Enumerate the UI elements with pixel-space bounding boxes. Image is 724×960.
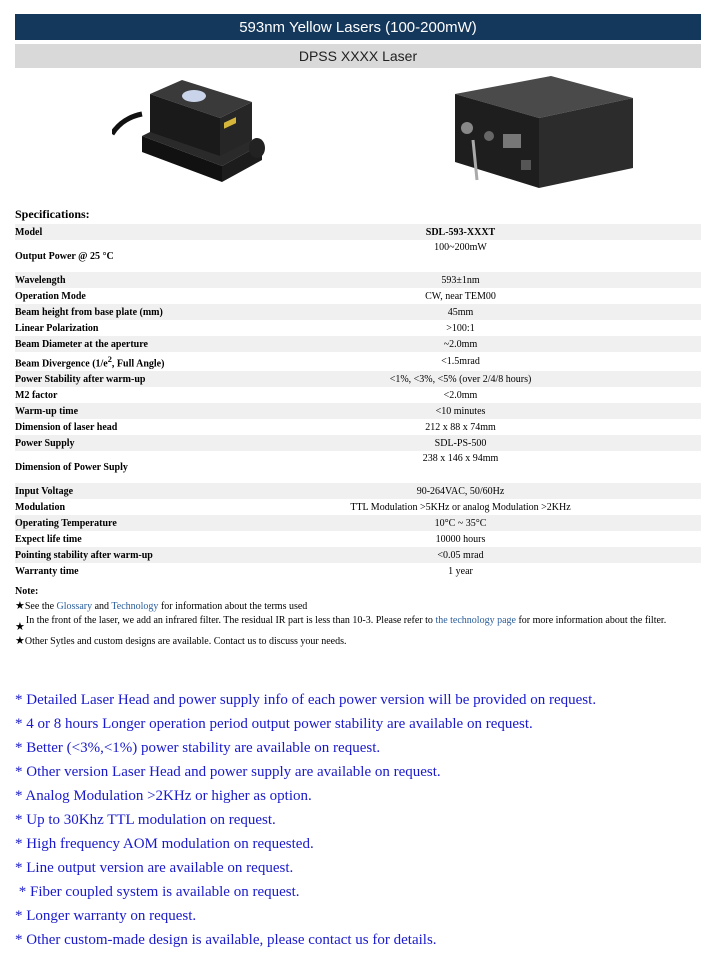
- spec-value: 593±1nm: [441, 274, 480, 286]
- spec-value: 1 year: [448, 565, 473, 577]
- list-item: * Detailed Laser Head and power supply info of each power version will be provided on request.: [15, 692, 597, 708]
- spec-label-suffix: , Full Angle): [111, 358, 165, 370]
- list-item: * Other custom-made design is available, please contact us for details.: [15, 932, 437, 948]
- spec-value: <1%, <3%, <5% (over 2/4/8 hours): [389, 373, 532, 385]
- spec-label: Warm-up time: [15, 405, 79, 417]
- table-row: [15, 336, 701, 352]
- laser-head-image: [112, 74, 272, 192]
- note-text: See the: [24, 601, 57, 612]
- technology-link[interactable]: Technology: [111, 601, 159, 612]
- spec-value: 212 x 88 x 74mm: [425, 421, 496, 433]
- spec-label: M2 factor: [15, 389, 58, 401]
- glossary-link[interactable]: Glossary: [56, 601, 93, 612]
- table-row: [15, 451, 701, 483]
- table-row: [15, 499, 701, 515]
- note-text: Other Sytles and custom designs are available. Contact us to discuss your needs.: [24, 636, 347, 647]
- table-row: [15, 515, 701, 531]
- spec-value: ~2.0mm: [443, 338, 478, 350]
- spec-label: Operating Temperature: [15, 517, 117, 529]
- list-item: * Other version Laser Head and power supply are available on request.: [15, 764, 441, 780]
- spec-value: 90-264VAC, 50/60Hz: [416, 485, 505, 497]
- spec-label: Power Supply: [15, 437, 75, 449]
- spec-value: >100:1: [446, 322, 475, 334]
- spec-label: Pointing stability after warm-up: [15, 549, 153, 561]
- star-icon: ★: [15, 600, 25, 612]
- spec-label: Dimension of Power Suply: [15, 461, 128, 473]
- table-row: [15, 240, 701, 272]
- list-item: * Analog Modulation >2KHz or higher as option.: [15, 788, 312, 804]
- spec-value: CW, near TEM00: [425, 290, 496, 302]
- notes-section: [15, 585, 701, 649]
- spec-value: <1.5mrad: [441, 356, 480, 368]
- spec-label: Output Power @ 25 °C: [15, 250, 114, 262]
- power-supply-image: [443, 76, 637, 192]
- note-item: [15, 634, 701, 649]
- spec-value: <0.05 mrad: [437, 549, 484, 561]
- note-text: for information about the terms used: [158, 601, 308, 612]
- spec-label: Linear Polarization: [15, 322, 99, 334]
- spec-value: 10°C ~ 35°C: [434, 517, 487, 529]
- list-item: * High frequency AOM modulation on requested.: [15, 836, 314, 852]
- spec-value: SDL-593-XXXT: [425, 226, 496, 238]
- table-row: [15, 352, 701, 371]
- list-item: * Line output version are available on request.: [15, 860, 294, 876]
- spec-label: Operation Mode: [15, 290, 86, 302]
- spec-label: Beam height from base plate (mm): [15, 306, 163, 318]
- spec-value: 10000 hours: [435, 533, 486, 545]
- table-row: [15, 272, 701, 288]
- note-text: In the front of the laser, we add an infrared filter. The residual IR part is less than 10-3. Please refer to: [25, 615, 436, 626]
- note-text: and: [92, 601, 112, 612]
- note-text: for more information about the filter.: [515, 615, 667, 626]
- table-row: [15, 288, 701, 304]
- table-row: [15, 531, 701, 547]
- technology-page-link[interactable]: the technology page: [435, 615, 516, 626]
- spec-value: <2.0mm: [443, 389, 478, 401]
- table-row: [15, 304, 701, 320]
- table-row: [15, 224, 701, 240]
- list-item: * Fiber coupled system is available on request.: [15, 884, 300, 900]
- table-row: [15, 320, 701, 336]
- table-row: [15, 547, 701, 563]
- table-row: [15, 403, 701, 419]
- spec-value: <10 minutes: [435, 405, 486, 417]
- spec-label: Wavelength: [15, 274, 66, 286]
- spec-label: [15, 352, 220, 371]
- list-item: * Up to 30Khz TTL modulation on request.: [15, 812, 276, 828]
- table-row: [15, 371, 701, 387]
- product-subtitle: DPSS XXXX Laser: [15, 44, 701, 68]
- spec-label: Power Stability after warm-up: [15, 373, 146, 385]
- spec-label: Model: [15, 226, 43, 238]
- spec-label: Modulation: [15, 501, 66, 513]
- table-row: [15, 435, 701, 451]
- spec-label: Dimension of laser head: [15, 421, 118, 433]
- spec-value: SDL-PS-500: [434, 437, 487, 449]
- spec-label: Input Voltage: [15, 485, 74, 497]
- notes-heading: Note:: [15, 586, 39, 597]
- list-item: * Better (<3%,<1%) power stability are available on request.: [15, 740, 381, 756]
- star-icon: ★: [15, 635, 25, 647]
- spec-label: Expect life time: [15, 533, 82, 545]
- page-title: 593nm Yellow Lasers (100-200mW): [15, 14, 701, 40]
- note-item: [15, 614, 701, 634]
- spec-label: Warranty time: [15, 565, 79, 577]
- spec-value: TTL Modulation >5KHz or analog Modulation >2KHz: [350, 501, 571, 513]
- spec-label-prefix: Beam Divergence (1/e: [15, 358, 108, 370]
- table-row: [15, 563, 701, 579]
- star-icon: ★: [15, 621, 25, 633]
- table-row: [15, 419, 701, 435]
- list-item: * 4 or 8 hours Longer operation period output power stability are available on request.: [15, 716, 533, 732]
- specifications-table: [15, 224, 701, 579]
- spec-value: 100~200mW: [434, 242, 487, 253]
- spec-label-sup: 2: [107, 355, 112, 364]
- list-item: * Longer warranty on request.: [15, 908, 197, 924]
- table-row: [15, 483, 701, 499]
- note-item: [15, 599, 701, 614]
- spec-value: 238 x 146 x 94mm: [422, 453, 499, 465]
- table-row: [15, 387, 701, 403]
- specifications-heading: Specifications:: [15, 207, 90, 221]
- spec-value: 45mm: [447, 306, 474, 318]
- on-request-list: [15, 688, 715, 952]
- spec-label: Beam Diameter at the aperture: [15, 338, 148, 350]
